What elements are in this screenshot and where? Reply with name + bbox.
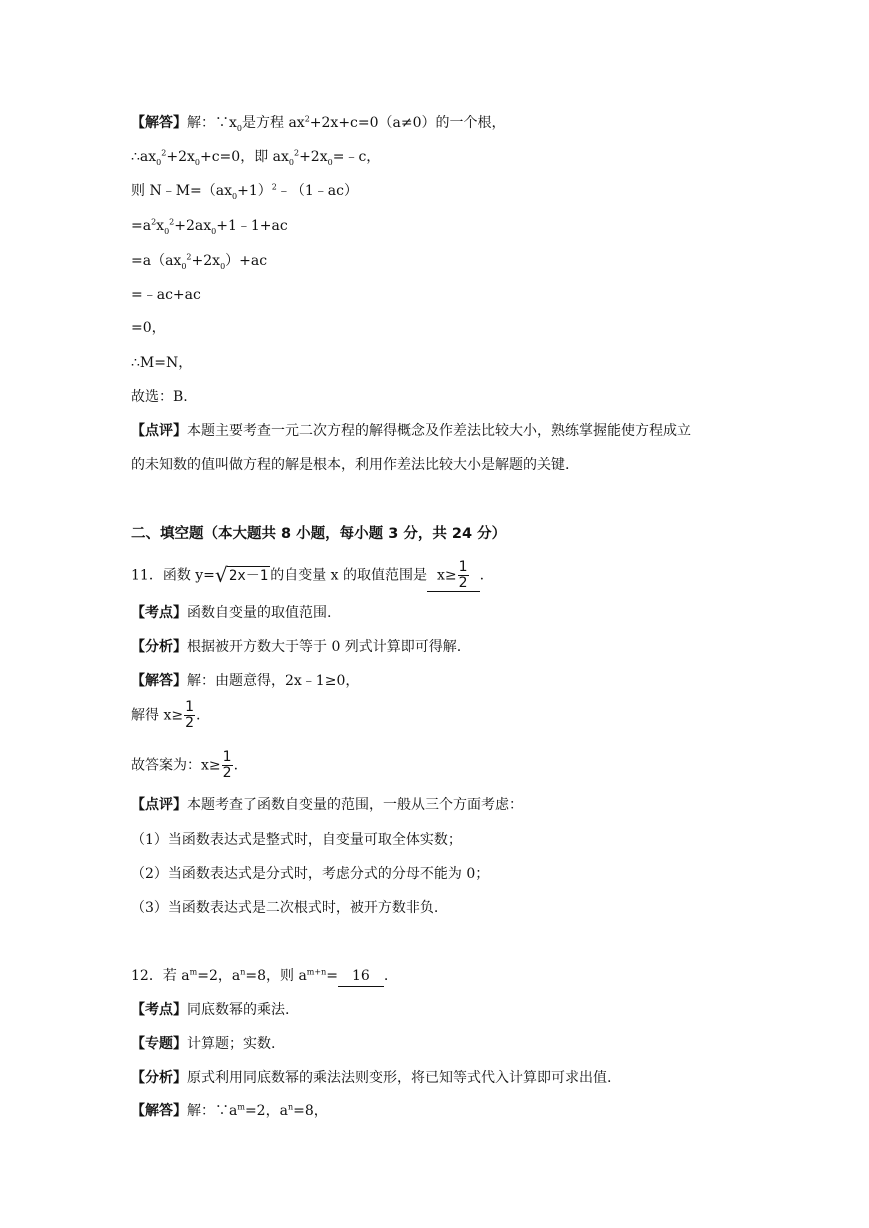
q10-solution-line-7: =0，: [131, 320, 166, 336]
q11-fenxi: 【分析】根据被开方数大于等于 0 列式计算即可得解.: [131, 639, 462, 655]
q11-dianping: 【点评】本题考查了函数自变量的范围，一般从三个方面考虑：: [131, 797, 523, 813]
q12-answer-blank: 16: [338, 966, 384, 987]
q10-solution-line-5: $=a(ax_0^2+2x_0)+ac$: [131, 252, 268, 271]
q12-jieda: 【解答】解：$\because a^m=2$，$a^n=8$，: [131, 1102, 328, 1119]
q10-solution-line-8: ∴M=N，: [131, 355, 193, 371]
q10-comment-line-1: 【点评】本题主要考查一元二次方程的解得概念及作差法比较大小，熟练掌握能使方程成立: [131, 423, 691, 439]
q10-solution-line-2: $\therefore ax_0^2+2x_0+c=0$，即 $ax_0^2+2x_0=﹣c$，: [131, 148, 381, 167]
fraction: $\frac{1}{2}$: [222, 749, 232, 781]
q11-point-3: （3）当函数表达式是二次根式时，被开方数非负.: [131, 900, 439, 916]
q10-answer-choice: 故选：B.: [131, 389, 188, 405]
q12-fenxi: 【分析】原式利用同底数幂的乘法法则变形，将已知等式代入计算即可求出值.: [131, 1070, 612, 1086]
sqrt-symbol: √: [214, 562, 228, 587]
q11-answer-blank: x≥ $\frac{1}{2}$: [427, 560, 480, 592]
sqrt-expression: √ 2x－1: [214, 562, 269, 587]
q12-stem: 12．若 $a^m=2$，$a^n=8$，则 $a^{m+n}= 16$ .: [131, 966, 388, 987]
q11-point-1: （1）当函数表达式是整式时，自变量可取全体实数；: [131, 832, 462, 848]
q12-zhuanti: 【专题】计算题；实数.: [131, 1036, 276, 1052]
q11-kaodian: 【考点】函数自变量的取值范围.: [131, 605, 332, 621]
q10-solution-line-6: =﹣ac+ac: [131, 287, 201, 303]
fraction: $\frac{1}{2}$: [458, 559, 468, 591]
q11-jieda: 【解答】解：由题意得，2x﹣1≥0，: [131, 673, 360, 689]
q11-stem: 11．函数 y= √ 2x－1 的自变量 x 的取值范围是 x≥ $\frac{1}{2}$ .: [131, 559, 485, 591]
q11-final-answer: 故答案为：x≥ $\frac{1}{2}$ .: [131, 749, 239, 781]
q10-solution-line-1: 【解答】解：$\because x_0$是方程 $ax^2+2x+c=0(a\ne 0)$的一个根，: [131, 114, 506, 133]
jieda-tag: 【解答】: [131, 115, 187, 131]
q11-solution-result: 解得 x≥ $\frac{1}{2}$ .: [131, 699, 201, 731]
fraction: $\frac{1}{2}$: [185, 699, 194, 731]
q10-solution-line-4: $=a^2x_0^2+2ax_0+1﹣1+ac$: [131, 217, 288, 236]
q10-solution-line-3: 则 $N﹣M=(ax_0+1)^2﹣(1﹣ac)$: [131, 182, 358, 201]
q10-comment-line-2: 的未知数的值叫做方程的解是根本，利用作差法比较大小是解题的关键.: [131, 457, 570, 473]
dianping-tag: 【点评】: [131, 423, 187, 439]
section-heading: 二、填空题（本大题共 8 小题，每小题 3 分，共 24 分）: [131, 526, 507, 542]
q11-point-2: （2）当函数表达式是分式时，考虑分式的分母不能为 0；: [131, 866, 490, 882]
q12-kaodian: 【考点】同底数幂的乘法.: [131, 1002, 290, 1018]
